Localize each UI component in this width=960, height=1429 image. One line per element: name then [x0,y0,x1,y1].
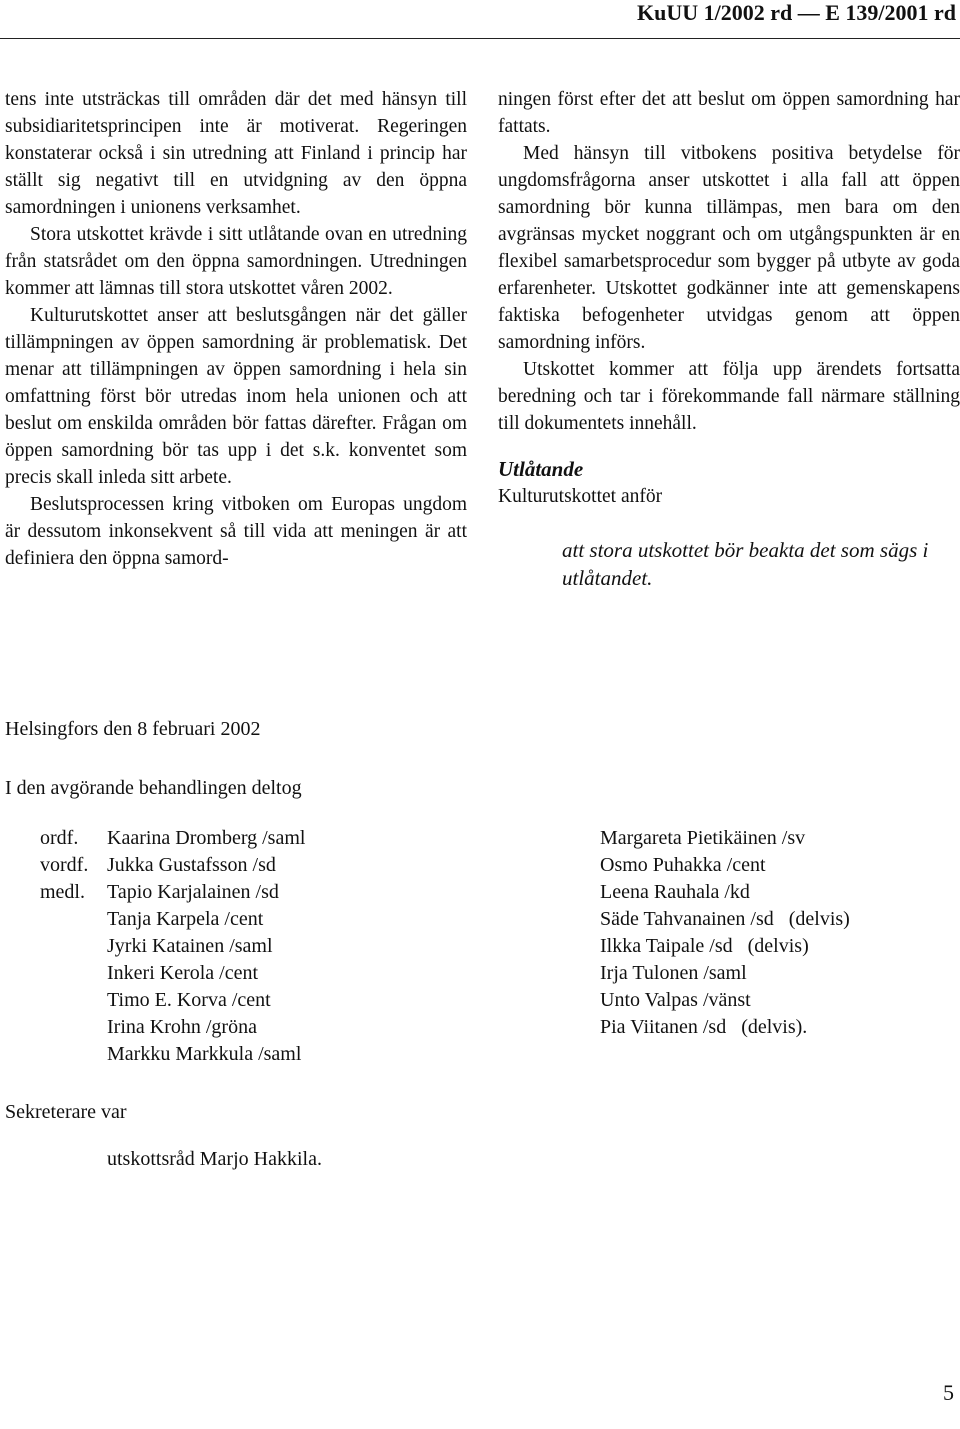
paragraph: Stora utskottet krävde i sitt utlåtande ovan en utredning från statsrådet om den öppna samordningen. Utredningen kommer att lämnas till stora utskottet våren 2002. [5,224,467,299]
header-rule [0,38,960,39]
participants-heading: I den avgörande behandlingen deltog [5,777,302,799]
member-row [40,987,305,1014]
member-name: Tanja Karpela /cent [107,908,264,930]
member-row [600,1014,850,1041]
member-name: Timo E. Korva /cent [107,989,271,1011]
member-row [40,933,305,960]
member-row [40,906,305,933]
member-role: medl. [40,881,85,903]
member-name: Inkeri Kerola /cent [107,962,259,984]
paragraph: Utskottet kommer att följa upp ärendets fortsatta beredning och tar i förekommande fall närmare ställning till dokumentets innehåll. [498,359,960,434]
member-name: Markku Markkula /saml [107,1043,302,1065]
running-header: KuUU 1/2002 rd — E 139/2001 rd [636,0,956,25]
paragraph: Beslutsprocessen kring vitboken om Europas ungdom är dessutom inkonsekvent så till vida att meningen är att definiera den öppna samord- [5,494,467,569]
member-row [600,906,850,933]
place-date: Helsingfors den 8 februari 2002 [5,718,261,740]
secretary-name: utskottsråd Marjo Hakkila. [107,1148,322,1170]
right-column [498,86,960,592]
paragraph: Med hänsyn till vitbokens positiva betydelse för ungdomsfrågorna anser utskottet i alla fall att öppen samordning bör kunna tillämpas, men bara om den avgränsas mycket noggrant och om utgångspunkten är en flexibel samarbetsprocedur som bygger på utbyte av goda erfarenheter. Utskottet godkänner inte att gemenskapens faktiska befogenheter utvidgas genom att öppen samordning införs. [498,143,960,353]
member-name: Osmo Puhakka /cent [600,854,766,876]
member-row [600,879,850,906]
member-role [40,1014,107,1041]
member-name: Leena Rauhala /kd [600,881,750,903]
secretary-label: Sekreterare var [5,1101,127,1123]
paragraph: tens inte utsträckas till områden där det med hänsyn till subsidiaritetsprincipen inte är motiverat. Regeringen konstaterar också i sin utredning att Finland i princip har ställt sig negativt till en utvidgning av den öppna samordningen i unionens verksamhet. [5,89,467,218]
member-row [600,960,850,987]
members-list-right [600,825,850,1041]
member-role [40,960,107,987]
member-role: vordf. [40,854,89,876]
left-column [5,86,467,572]
member-row [40,1041,305,1068]
member-role: ordf. [40,827,79,849]
member-role [40,1041,107,1068]
members-list-left [40,825,305,1068]
member-name: Irja Tulonen /saml [600,962,747,984]
paragraph: Kulturutskottet anser att beslutsgången när det gäller tillämpningen av öppen samordning är problematisk. Det menar att tillämpningen av öppen samordning i hela sin omfattning först bör utredas inom hela unionen och att beslut om enskilda områden bör fattas därefter. Frågan om öppen samordning bör tas upp i det s.k. konventet som precis skall inleda sitt arbete. [5,305,467,488]
member-row [40,1014,305,1041]
member-row [40,960,305,987]
paragraph: ningen först efter det att beslut om öppen samordning har fattats. [498,89,960,137]
page-number: 5 [943,1380,954,1405]
member-row [40,825,305,852]
member-name: Kaarina Dromberg /saml [107,827,306,849]
member-name: Irina Krohn /gröna [107,1016,257,1038]
member-name: Ilkka Taipale /sd (delvis) [600,935,809,957]
statement-proposal: att stora utskottet bör beakta det som sägs i utlåtandet. [562,538,929,590]
member-row [600,933,850,960]
member-name: Jukka Gustafsson /sd [107,854,276,876]
member-row [600,825,850,852]
member-name: Jyrki Katainen /saml [107,935,273,957]
member-role [40,933,107,960]
member-name: Pia Viitanen /sd (delvis). [600,1016,808,1038]
member-name: Margareta Pietikäinen /sv [600,827,806,849]
member-row [40,852,305,879]
member-row [40,879,305,906]
member-name: Säde Tahvanainen /sd (delvis) [600,908,850,930]
member-row [600,987,850,1014]
member-row [600,852,850,879]
member-role [40,906,107,933]
member-name: Tapio Karjalainen /sd [107,881,279,903]
member-name: Unto Valpas /vänst [600,989,751,1011]
section-heading: Utlåtande [498,457,584,481]
member-role [40,987,107,1014]
statement-intro: Kulturutskottet anför [498,486,663,507]
